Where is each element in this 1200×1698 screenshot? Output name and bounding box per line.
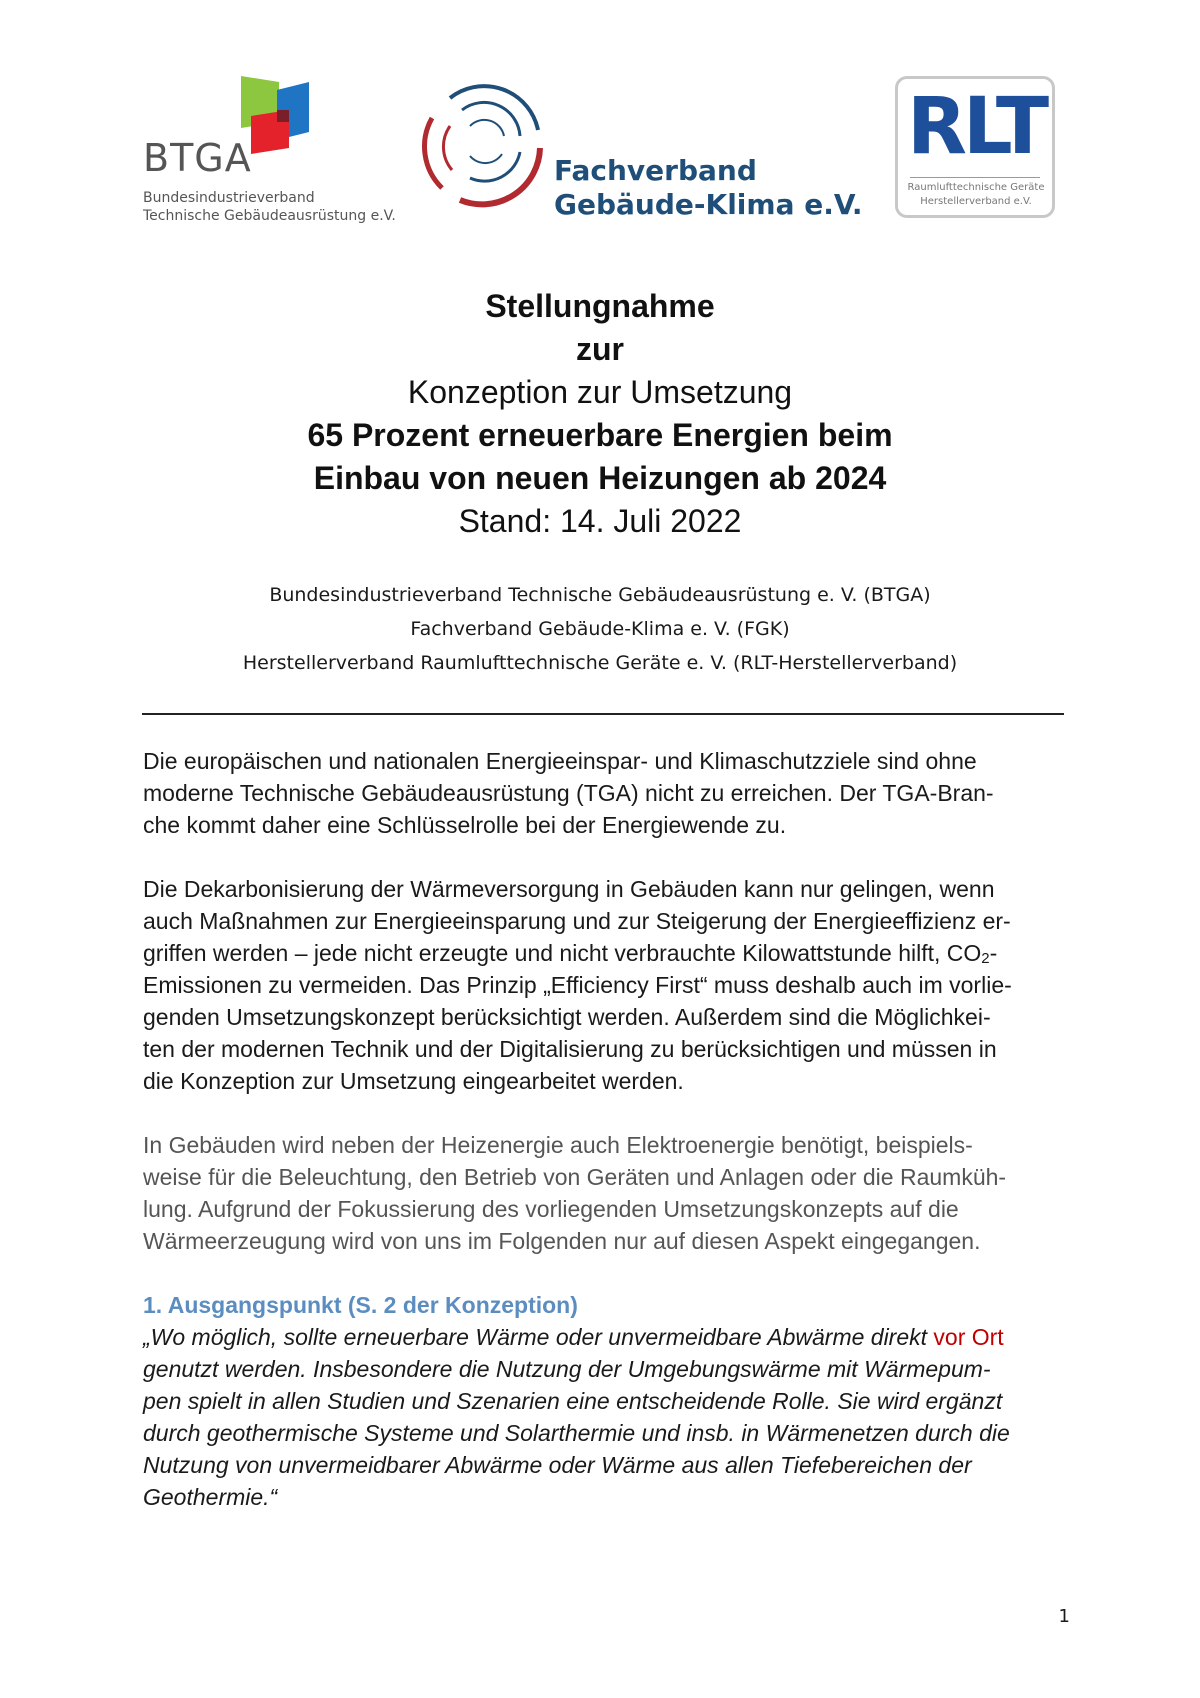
text-line: Die Dekarbonisierung der Wärmeversorgung in Gebäuden kann nur gelingen, wenn	[143, 876, 995, 902]
text-fragment: griffen werden – jede nicht erzeugte und nicht verbrauchte Kilowattstunde hilft, CO	[143, 940, 982, 966]
rlt-divider	[910, 177, 1040, 178]
title-line: Konzeption zur Umsetzung	[407, 374, 793, 410]
text-line: weise für die Beleuchtung, den Betrieb von Geräten und Anlagen oder die Raumküh-	[143, 1164, 1007, 1190]
highlighted-text: vor Ort	[933, 1324, 1004, 1350]
text-line: Nutzung von unvermeidbarer Abwärme oder Wärme aus allen Tiefebereichen der	[143, 1452, 972, 1478]
text-line: durch geothermische Systeme und Solarthermie und insb. in Wärmenetzen durch die	[143, 1420, 1010, 1446]
text-fragment: „Wo möglich, sollte erneuerbare Wärme oder unvermeidbare Abwärme direkt	[143, 1324, 934, 1350]
text-line: die Konzeption zur Umsetzung eingearbeitet werden.	[143, 1068, 684, 1094]
fgk-name-line: Gebäude-Klima e.V.	[554, 188, 863, 221]
btga-subtitle-line: Bundesindustrieverband	[143, 190, 315, 206]
organization-item: Bundesindustrieverband Technische Gebäudeausrüstung e. V. (BTGA)	[269, 584, 931, 606]
text-fragment: -	[989, 940, 998, 966]
btga-logo	[143, 76, 403, 231]
rlt-subtitle	[902, 181, 1050, 209]
title-line: Einbau von neuen Heizungen ab 2024	[313, 460, 887, 496]
title-line: 65 Prozent erneuerbare Energien beim	[307, 417, 893, 453]
text-line: moderne Technische Gebäudeausrüstung (TGA) nicht zu erreichen. Der TGA-Bran-	[143, 780, 994, 806]
title-line: zur	[576, 331, 624, 367]
btga-subtitle	[143, 189, 396, 225]
title-date: Stand: 14. Juli 2022	[458, 503, 742, 539]
text-line: che kommt daher eine Schlüsselrolle bei der Energiewende zu.	[143, 812, 787, 838]
title-line: Stellungnahme	[485, 288, 715, 324]
paragraph-electro-energy	[143, 1129, 1073, 1257]
text-line: Die europäischen und nationalen Energieeinspar- und Klimaschutzziele sind ohne	[143, 748, 977, 774]
text-line: genutzt werden. Insbesondere die Nutzung der Umgebungswärme mit Wärmepum-	[143, 1356, 991, 1382]
text-line: genden Umsetzungskonzept berücksichtigt werden. Außerdem sind die Möglichkei-	[143, 1004, 991, 1030]
rlt-subtitle-line: Herstellerverband e.V.	[920, 196, 1032, 207]
subscript-two: 2	[981, 950, 990, 967]
fgk-name-line: Fachverband	[554, 154, 757, 187]
text-line: lung. Aufgrund der Fokussierung des vorliegenden Umsetzungskonzepts auf die	[143, 1196, 959, 1222]
rlt-letters: RLT	[906, 82, 1046, 172]
horizontal-divider	[142, 713, 1064, 715]
text-line	[143, 937, 1073, 969]
organization-item: Herstellerverband Raumlufttechnische Geräte e. V. (RLT-Herstellerverband)	[242, 652, 958, 674]
document-title	[200, 285, 1000, 543]
section-quote	[143, 1321, 1073, 1513]
section-heading: 1. Ausgangspunkt (S. 2 der Konzeption)	[143, 1292, 578, 1318]
paragraph-decarbonisation	[143, 873, 1073, 1097]
document-body	[143, 745, 1073, 1513]
organization-item: Fachverband Gebäude-Klima e. V. (FGK)	[410, 618, 790, 640]
text-line: pen spielt in allen Studien und Szenarien eine entscheidende Rolle. Sie wird ergänzt	[143, 1388, 1003, 1414]
rlt-subtitle-line: Raumlufttechnische Geräte	[907, 182, 1045, 193]
btga-emblem-icon	[241, 76, 401, 156]
text-line: In Gebäuden wird neben der Heizenergie auch Elektroenergie benötigt, beispiels-	[143, 1132, 973, 1158]
fgk-rings-icon	[420, 78, 550, 208]
paragraph-intro	[143, 745, 1073, 841]
btga-subtitle-line: Technische Gebäudeausrüstung e.V.	[143, 208, 396, 224]
btga-name: BTGA	[143, 136, 252, 180]
text-line: auch Maßnahmen zur Energieeinsparung und zur Steigerung der Energieeffizienz er-	[143, 908, 1011, 934]
text-line: Wärmeerzeugung wird von uns im Folgenden nur auf diesen Aspekt eingegangen.	[143, 1228, 981, 1254]
text-line: Geothermie.“	[143, 1484, 278, 1510]
text-line: Emissionen zu vermeiden. Das Prinzip „Efficiency First“ muss deshalb auch im vorlie-	[143, 972, 1012, 998]
fgk-logo	[420, 78, 863, 223]
fgk-name	[554, 154, 863, 222]
organizations-list	[150, 578, 1050, 680]
rlt-logo	[895, 76, 1055, 218]
text-line: ten der modernen Technik und der Digitalisierung zu berücksichtigen und müssen in	[143, 1036, 997, 1062]
page-number: 1	[1058, 1606, 1070, 1627]
text-line	[143, 1321, 1073, 1353]
section-1	[143, 1289, 1073, 1513]
